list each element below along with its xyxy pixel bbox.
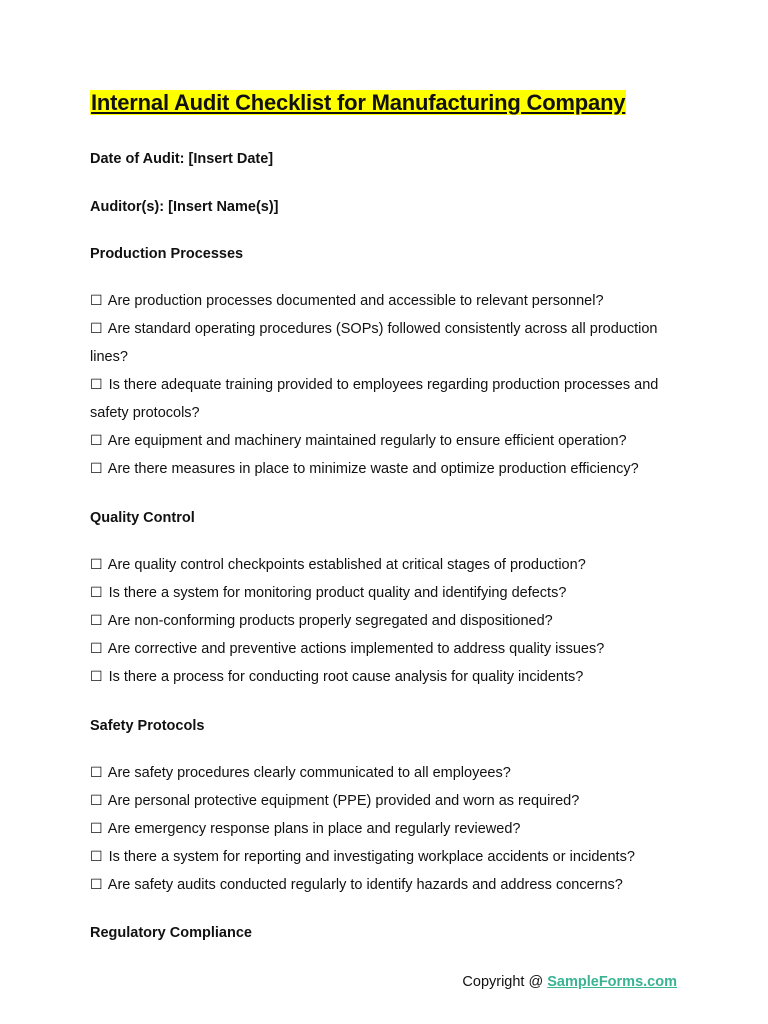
checkbox-icon[interactable]: ☐ <box>90 849 103 865</box>
copyright-footer <box>462 972 677 992</box>
checklist-item <box>90 551 690 579</box>
checklist-production <box>90 287 690 483</box>
checklist-item-text: Are equipment and machinery maintained regularly to ensure efficient operation? <box>107 433 627 449</box>
audit-date-label: Date of Audit: [Insert Date] <box>90 151 274 167</box>
checkbox-icon[interactable]: ☐ <box>90 557 103 573</box>
checkbox-icon[interactable]: ☐ <box>90 461 103 477</box>
checklist-item <box>90 759 690 787</box>
checklist-item <box>90 663 690 691</box>
checklist-item-text: Is there a system for monitoring product quality and identifying defects? <box>108 585 567 601</box>
checklist-item <box>90 871 690 899</box>
checklist-item-text: Are safety audits conducted regularly to identify hazards and address concerns? <box>107 877 623 893</box>
checklist-item-text: Are emergency response plans in place and regularly reviewed? <box>107 821 521 837</box>
checklist-quality <box>90 551 690 691</box>
checklist-item <box>90 287 690 315</box>
sampleforms-link[interactable]: SampleForms.com <box>547 974 677 990</box>
checkbox-icon[interactable]: ☐ <box>90 821 103 837</box>
checkbox-icon[interactable]: ☐ <box>90 877 103 893</box>
checkbox-icon[interactable]: ☐ <box>90 669 103 685</box>
checklist-item-text: Is there adequate training provided to employees regarding production processes and safety protocols? <box>90 377 659 421</box>
section-heading-production: Production Processes <box>90 246 244 262</box>
checkbox-icon[interactable]: ☐ <box>90 377 103 393</box>
checklist-item <box>90 843 690 871</box>
checklist-item <box>90 371 690 427</box>
checklist-item-text: Are standard operating procedures (SOPs) followed consistently across all production lines? <box>90 321 658 365</box>
checklist-item <box>90 815 690 843</box>
checkbox-icon[interactable]: ☐ <box>90 321 103 337</box>
checklist-item-text: Are there measures in place to minimize waste and optimize production efficiency? <box>107 461 639 477</box>
section-heading-quality: Quality Control <box>90 510 195 526</box>
checklist-item-text: Are corrective and preventive actions implemented to address quality issues? <box>107 641 605 657</box>
checklist-item <box>90 315 690 371</box>
checkbox-icon[interactable]: ☐ <box>90 613 103 629</box>
checklist-item <box>90 427 690 455</box>
copyright-text: Copyright @ <box>462 974 548 990</box>
checklist-item-text: Are safety procedures clearly communicated to all employees? <box>107 765 511 781</box>
checkbox-icon[interactable]: ☐ <box>90 293 103 309</box>
checklist-item <box>90 607 690 635</box>
checkbox-icon[interactable]: ☐ <box>90 793 103 809</box>
checkbox-icon[interactable]: ☐ <box>90 585 103 601</box>
checklist-safety <box>90 759 690 899</box>
checkbox-icon[interactable]: ☐ <box>90 433 103 449</box>
checkbox-icon[interactable]: ☐ <box>90 765 103 781</box>
checklist-item-text: Are personal protective equipment (PPE) provided and worn as required? <box>107 793 580 809</box>
checkbox-icon[interactable]: ☐ <box>90 641 103 657</box>
section-heading-safety: Safety Protocols <box>90 718 205 734</box>
checklist-item-text: Is there a system for reporting and investigating workplace accidents or incidents? <box>108 849 635 865</box>
checklist-item <box>90 635 690 663</box>
document-title <box>90 88 626 118</box>
checklist-item-text: Is there a process for conducting root cause analysis for quality incidents? <box>108 669 584 685</box>
checklist-item <box>90 787 690 815</box>
checklist-item-text: Are quality control checkpoints established at critical stages of production? <box>107 557 586 573</box>
auditors-label: Auditor(s): [Insert Name(s)] <box>90 199 279 215</box>
checklist-item <box>90 455 690 483</box>
checklist-item-text: Are production processes documented and accessible to relevant personnel? <box>107 293 604 309</box>
document-title-text: Internal Audit Checklist for Manufacturing Company <box>91 90 626 115</box>
checklist-item <box>90 579 690 607</box>
checklist-item-text: Are non-conforming products properly segregated and dispositioned? <box>107 613 553 629</box>
section-heading-regulatory: Regulatory Compliance <box>90 925 252 941</box>
